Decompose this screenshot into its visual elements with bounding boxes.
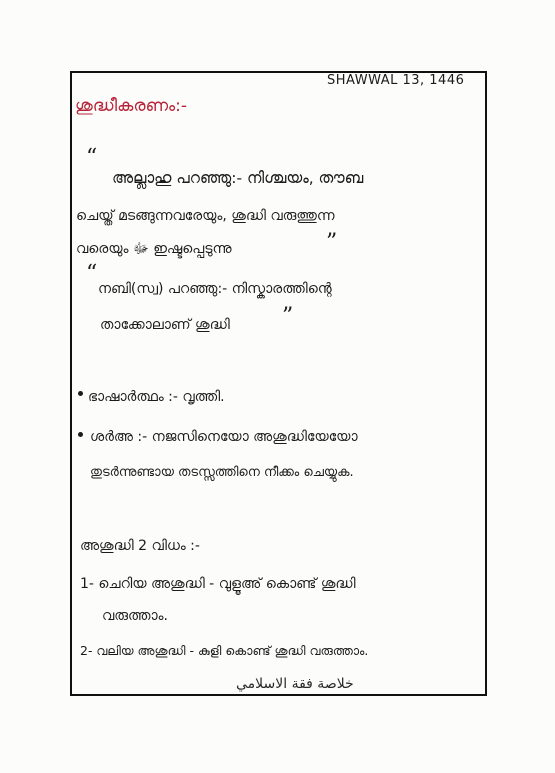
hijri-date: SHAWWAL 13, 1446 (327, 73, 465, 88)
impurity-types-title: അശുദ്ധി 2 വിധം :- (80, 538, 200, 554)
bullet-dot (78, 391, 83, 396)
arabic-source-note: خلاصة فقة الاسلامي (236, 676, 354, 692)
close-quote-mark: ” (326, 230, 338, 255)
open-quote-mark: “ (86, 145, 98, 170)
bullet-dot (78, 432, 83, 437)
quote1-line1: അല്ലാഹു പറഞ്ഞു:- നിശ്ചയം, തൗബ (112, 169, 364, 187)
quote2-line1: നബി(സ്വ) പറഞ്ഞു:- നിസ്കാരത്തിന്റെ (98, 281, 332, 297)
quote1-line3: വരെയും ﷻ ഇഷ്ടപ്പെടുന്നു (76, 241, 232, 257)
open-quote-mark-2: “ (86, 261, 98, 286)
linguistic-meaning: ഭാഷാർത്ഥം :- വൃത്തി. (88, 389, 225, 405)
section-heading: ശുദ്ധീകരണം:- (75, 96, 188, 116)
minor-impurity-line2: വരുത്താം. (102, 608, 168, 624)
page-border (70, 71, 487, 696)
quote1-line2: ചെയ്ത് മടങ്ങുന്നവരേയും, ശുദ്ധി വരുത്തുന്ന (76, 208, 335, 224)
major-impurity-line: 2- വലിയ അശുദ്ധി - കുളി കൊണ്ട് ശുദ്ധി വരുത്താം. (80, 643, 369, 658)
minor-impurity-line1: 1- ചെറിയ അശുദ്ധി - വുളൂഅ് കൊണ്ട് ശുദ്ധി (80, 576, 356, 592)
sharia-meaning-line1: ശർഅ :- നജസിനെയോ അശുദ്ധിയേയോ (90, 429, 358, 445)
close-quote-mark-2: ” (282, 304, 294, 329)
sharia-meaning-line2: തുടർന്നുണ്ടായ തടസ്സത്തിനെ നീക്കം ചെയ്യുക. (90, 465, 354, 480)
quote2-line2: താക്കോലാണ് ശുദ്ധി (100, 317, 230, 333)
